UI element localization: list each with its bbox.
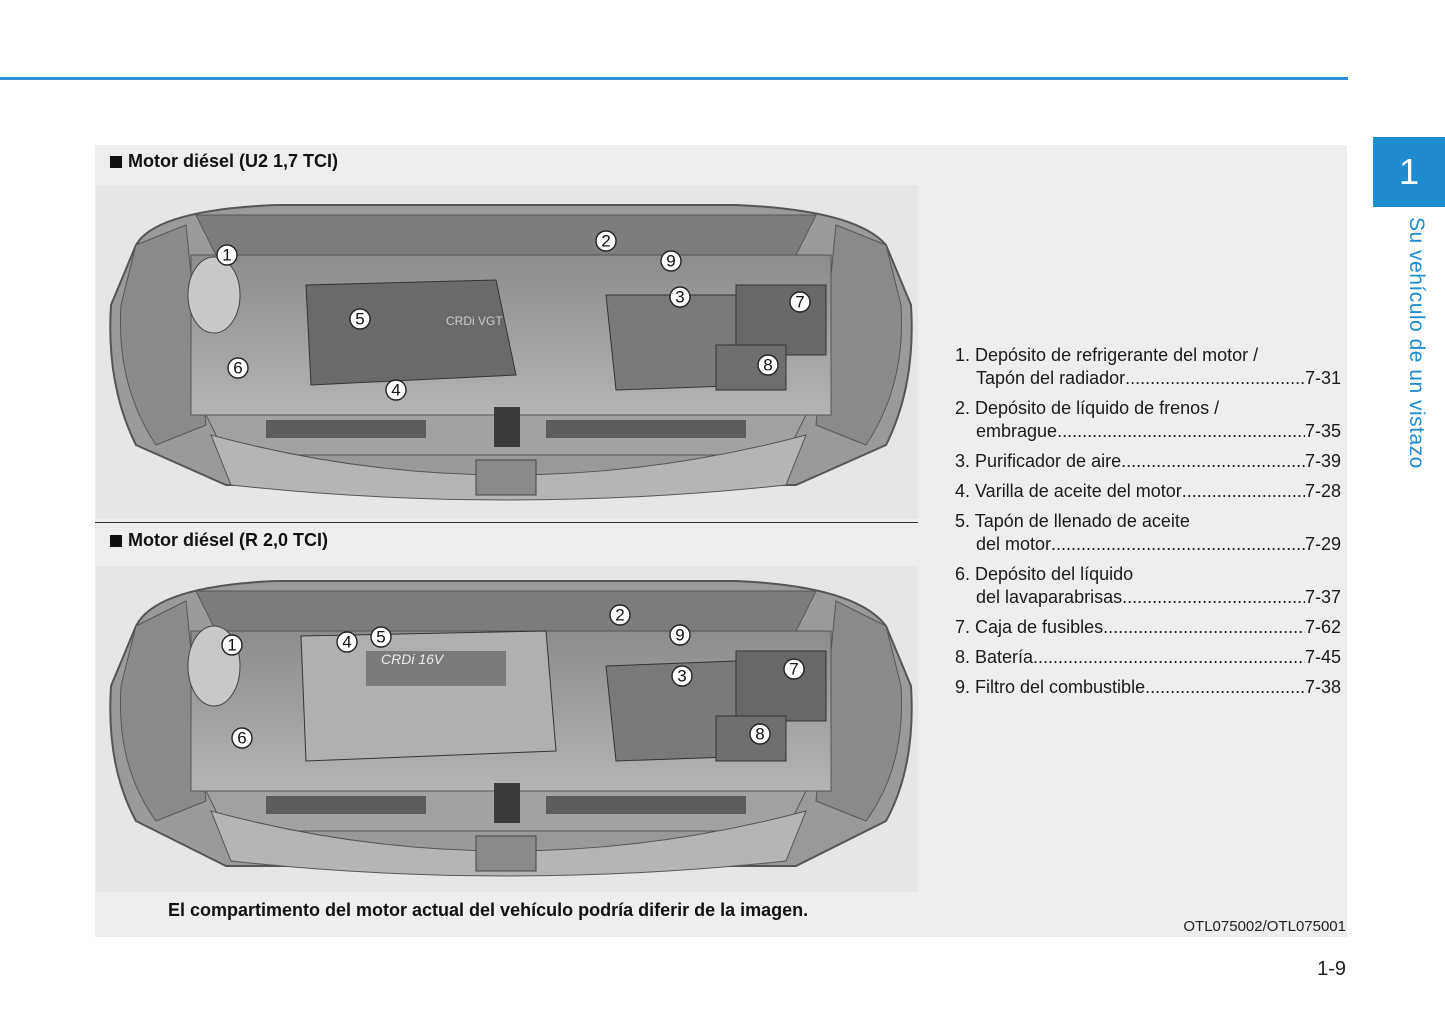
figure-caption: El compartimento del motor actual del vehículo podría diferir de la imagen.	[168, 900, 809, 920]
legend-item-4: 4. Varilla de aceite del motor ..... 7-28	[955, 480, 1341, 503]
page-number: 1-9	[1317, 958, 1346, 980]
engine-cover-logo: CRDi 16V	[381, 651, 444, 667]
figure1-title-wrap	[110, 151, 338, 172]
top-rule	[0, 77, 1348, 80]
svg-text:4: 4	[391, 380, 401, 400]
svg-text:8: 8	[763, 355, 773, 375]
bullet-square-icon	[110, 535, 122, 547]
legend-item-5: 5. Tapón de llenado de aceite del motor ..... 7-29	[955, 510, 1341, 556]
callout-2	[610, 605, 630, 625]
legend-item-6: 6. Depósito del líquido del lavaparabrisas ..... 7-37	[955, 563, 1341, 609]
svg-text:2: 2	[601, 231, 611, 251]
callout-8	[750, 724, 770, 744]
callout-5	[371, 627, 391, 647]
svg-text:7: 7	[795, 292, 805, 312]
svg-text:7: 7	[789, 659, 799, 679]
legend-item-3: 3. Purificador de aire ..... 7-39	[955, 450, 1341, 473]
engine-cover-logo: CRDi VGT	[446, 314, 503, 328]
callout-6	[228, 358, 248, 378]
svg-text:6: 6	[233, 358, 243, 378]
svg-text:5: 5	[355, 309, 365, 329]
svg-text:6: 6	[237, 728, 247, 748]
callout-8	[758, 355, 778, 375]
legend-item-2: 2. Depósito de líquido de frenos / embrague ..... 7-35	[955, 397, 1341, 443]
svg-text:5: 5	[376, 627, 386, 647]
callout-6	[232, 728, 252, 748]
callout-9	[670, 625, 690, 645]
legend-item-9: 9. Filtro del combustible ..... 7-38	[955, 676, 1341, 699]
component-legend	[955, 344, 1341, 706]
legend-item-1: 1. Depósito de refrigerante del motor / Tapón del radiador ..... 7-31	[955, 344, 1341, 390]
svg-text:1: 1	[227, 635, 237, 655]
svg-text:8: 8	[755, 724, 765, 744]
callout-3	[672, 666, 692, 686]
figure1-title: Motor diésel (U2 1,7 TCI)	[128, 151, 339, 171]
legend-item-8: 8. Batería ..... 7-45	[955, 646, 1341, 669]
svg-text:4: 4	[342, 632, 352, 652]
callout-2	[596, 231, 616, 251]
callout-4	[337, 632, 357, 652]
engine-illustration-2	[96, 566, 918, 892]
figure-divider	[95, 522, 918, 523]
callout-4	[386, 380, 406, 400]
image-code: OTL075002/OTL075001	[1183, 918, 1346, 935]
chapter-tab: 1	[1373, 137, 1445, 207]
callout-1	[222, 635, 242, 655]
bullet-square-icon	[110, 156, 122, 168]
callout-7	[790, 292, 810, 312]
chapter-title: Su vehículo de un vistazo	[1405, 217, 1428, 469]
figure2-title: Motor diésel (R 2,0 TCI)	[128, 530, 329, 550]
svg-text:3: 3	[677, 666, 687, 686]
callout-9	[661, 251, 681, 271]
figure2-title-wrap	[110, 530, 328, 551]
callout-1	[217, 245, 237, 265]
svg-text:9: 9	[675, 625, 685, 645]
legend-item-7: 7. Caja de fusibles ..... 7-62	[955, 616, 1341, 639]
svg-text:9: 9	[666, 251, 676, 271]
callout-3	[670, 287, 690, 307]
callout-7	[784, 659, 804, 679]
svg-text:1: 1	[222, 245, 232, 265]
engine-illustration-1	[96, 185, 918, 519]
callout-5	[350, 309, 370, 329]
svg-text:2: 2	[615, 605, 625, 625]
svg-text:3: 3	[675, 287, 685, 307]
